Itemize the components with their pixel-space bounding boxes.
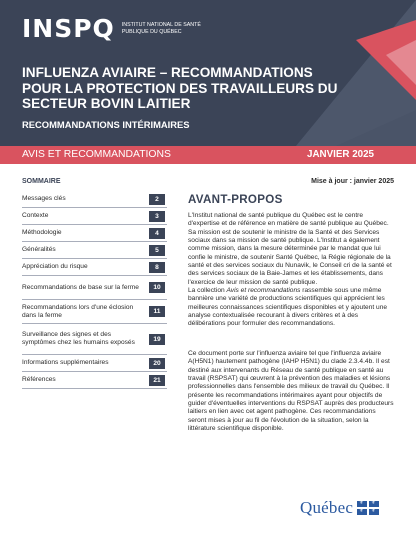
sommaire-heading: SOMMAIRE [22,178,61,185]
avant-propos-heading: AVANT-PROPOS [188,193,283,206]
toc-item-label: Méthodologie [22,229,62,237]
toc-item[interactable] [22,300,167,324]
toc-item-page: 8 [149,262,165,273]
toc-item[interactable] [22,208,167,225]
avant-propos-paragraph-1: L'Institut national de santé publique du Québec est le centre d'expertise et de référence en matière de santé publique au Québec. Sa mission est de soutenir le ministre de la Santé et des Services sociaux dans sa mission de santé publique. L'Institut a également comme mission, dans la mesure déterminée par le mandat que lui confie le ministre, de soutenir Santé Québec, la Régie régionale de la santé et des services sociaux du Nunavik, le Conseil cri de la santé et des services sociaux de la Baie-James et les établissements, dans l'exercice de leur mission de santé publique. [188,212,392,286]
toc-item[interactable] [22,355,167,372]
quebec-logo [300,498,379,518]
toc-item-page: 3 [149,211,165,222]
toc-item-page: 10 [149,282,165,293]
toc-item[interactable] [22,372,167,389]
quebec-wordmark: Québec [300,498,354,517]
toc-item-label: Surveillance des signes et des symptômes chez les humains exposés [22,331,135,346]
avant-propos-paragraph-3: Ce document porte sur l'influenza aviaire tel que l'influenza aviaire A(H5N1) hautement pathogène (IAHP H5N1) du clade 2.3.4.4b. Il est destiné aux intervenants du Réseau de santé publique en santé au travail (RSPSAT) qui œuvrent à la prévention des maladies et lésions professionnelles dans l'ensemble des milieux de travail du Québec. Il présente les recommandations intérimaires ayant pour objectifs de guider d'éventuelles interventions du RSPSAT auprès des producteurs laitiers en lien avec cet agent pathogène. Ces recommandations seront mises à jour au fil de l'évolution de la situation, selon la littérature scientifique disponible. [188,350,394,433]
toc-item[interactable] [22,191,167,208]
document-subtitle: RECOMMANDATIONS INTÉRIMAIRES [22,119,190,130]
toc-item-label: Messages clés [22,195,66,203]
quebec-flag-icon: ⚜ ⚜ ⚜ ⚜ [357,501,379,515]
p2-prefix: La collection [188,287,227,294]
toc-item-page: 11 [149,306,165,317]
collection-name: Avis et recommandations [226,287,301,294]
toc-item-page: 20 [149,358,165,369]
toc-item-label: Contexte [22,212,49,220]
update-date: Mise à jour : janvier 2025 [311,178,394,185]
toc-item-label: Informations supplémentaires [22,359,109,367]
toc-item-page: 4 [149,228,165,239]
category-band [0,146,416,164]
p2-suffix: rassemble sous une même bannière une variété de productions scientifiques qui apprécient les meilleures connaissances scientifiques disponibles et y ajoutent une analyse contextualisée recourant à divers critères et à des délibérations pour formuler des recommandations. [188,287,388,328]
toc-item-page: 19 [149,334,165,345]
toc-item[interactable] [22,225,167,242]
toc-item-label: Recommandations lors d'une éclosion dans la ferme [22,303,134,319]
inspq-logo [22,14,202,43]
avant-propos-paragraph-2 [188,287,394,329]
toc-item-label: Généralités [22,246,56,254]
document-title: INFLUENZA AVIAIRE – RECOMMANDATIONS POUR LA PROTECTION DES TRAVAILLEURS DU SECTEUR BOVIN LAITIER [22,65,338,111]
publication-date: JANVIER 2025 [307,149,374,160]
toc-item-page: 5 [149,245,165,256]
table-of-contents [22,191,167,389]
toc-item[interactable] [22,259,167,276]
toc-item-label: Recommandations de base sur la ferme [22,283,139,291]
toc-item[interactable] [22,276,167,300]
collection-label: AVIS ET RECOMMANDATIONS [22,149,171,160]
toc-item-page: 21 [149,375,165,386]
logo-text: INSPQ [22,14,115,43]
toc-item[interactable] [22,324,167,355]
logo-subtitle: INSTITUT NATIONAL DE SANTÉ PUBLIQUE DU QUÉBEC [121,22,201,35]
toc-item-label: Références [22,376,56,384]
header-band [0,0,416,146]
toc-item[interactable] [22,242,167,259]
toc-item-page: 2 [149,194,165,205]
toc-item-label: Appréciation du risque [22,263,88,271]
